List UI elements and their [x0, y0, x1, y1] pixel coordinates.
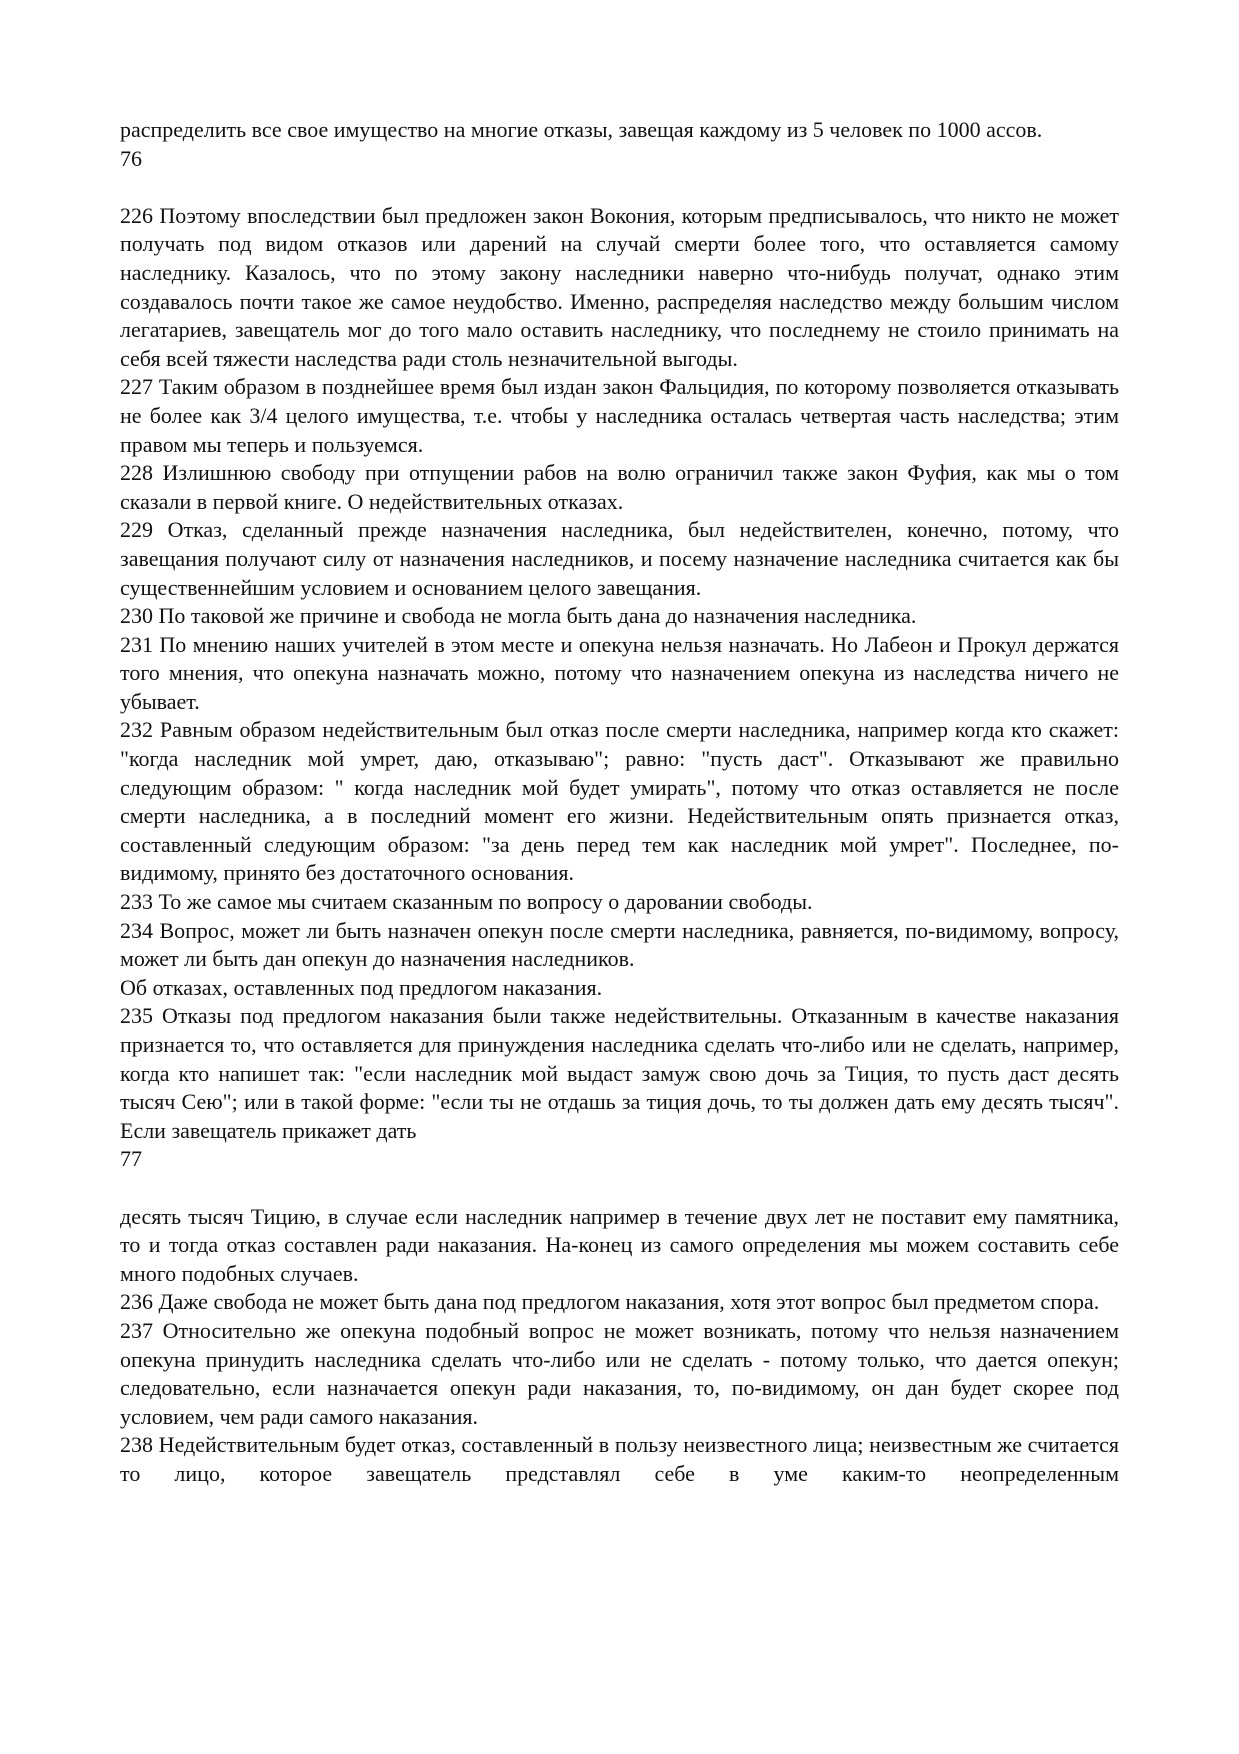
page-break-gap — [120, 1174, 1119, 1203]
paragraph-228: 228 Излишнюю свободу при отпущении рабов на волю ограничил также закон Фуфия, как мы о том сказали в первой книге. О недействительных отказах. — [120, 460, 1119, 514]
paragraph-237: 237 Относительно же опекуна подобный вопрос не может возникать, потому что нельзя назначением опекуна принудить наследника сделать что-либо или не сделать - потому только, что дается опекун; следовательно, если назначается опекун ради наказания, то, по-видимому, он дан будет скорее под условием, чем ради самого наказания. — [120, 1317, 1119, 1429]
section-heading: Об отказах, оставленных под предлогом наказания. — [120, 974, 603, 1000]
paragraph-235: 235 Отказы под предлогом наказания были также недействительны. Отказанным в качестве наказания признается то, что оставляется для принуждения наследника сделать что-либо или не сделать, например, когда кто напишет так: "если наследник мой выдаст замуж свою дочь за Тиция, то пусть даст десять тысяч Сею"; или в такой форме: "если ты не отдашь за тиция дочь, то ты должен дать ему десять тысяч". Если завещатель прикажет дать — [120, 1003, 1119, 1143]
paragraph-227: 227 Таким образом в позднейшее время был издан закон Фальцидия, по которому позволяется отказывать не более как 3/4 целого имущества, т.е. чтобы у наследника осталась четвертая часть наследства; этим правом мы теперь и пользуемся. — [120, 374, 1119, 457]
paragraph-continuation: десять тысяч Тицию, в случае если наследник например в течение двух лет не поставит ему памятника, то и тогда отказ составлен ради наказания. На-конец из самого определения мы можем составить себе много подобных случаев. — [120, 1203, 1119, 1286]
paragraph-236: 236 Даже свобода не может быть дана под предлогом наказания, хотя этот вопрос был предметом спора. — [120, 1289, 1100, 1315]
paragraph-230: 230 По таковой же причине и свобода не могла быть дана до назначения наследника. — [120, 603, 917, 629]
page-number: 77 — [120, 1146, 142, 1172]
page-number: 76 — [120, 145, 142, 171]
page-break-gap — [120, 173, 1119, 202]
document-page — [120, 116, 1119, 1489]
paragraph-234: 234 Вопрос, может ли быть назначен опекун после смерти наследника, равняется, по-видимому, вопросу, может ли быть дан опекун до назначения наследников. — [120, 917, 1119, 972]
paragraph-233: 233 То же самое мы считаем сказанным по вопросу о даровании свободы. — [120, 889, 813, 915]
paragraph-232: 232 Равным образом недействительным был отказ после смерти наследника, например когда кто скажет: "когда наследник мой умрет, даю, отказываю"; равно: "пусть даст". Отказывают же правильно следующим образом: " когда наследник мой будет умирать", потому что отказ оставляется не после смерти наследника, а в последний момент его жизни. Недействительным опять признается отказ, составленный следующим образом: "за день перед тем как наследник мой умрет". Последнее, по-видимому, принято без достаточного основания. — [120, 717, 1119, 886]
paragraph-229: 229 Отказ, сделанный прежде назначения наследника, был недействителен, конечно, потому, что завещания получают силу от назначения наследников, и посему назначение наследника считается как бы существеннейшим условием и основанием целого завещания. — [120, 517, 1119, 600]
paragraph-238: 238 Недействительным будет отказ, составленный в пользу неизвестного лица; неизвестным же считается то лицо, которое завещатель представлял себе в уме каким-то неопределенным — [120, 1432, 1119, 1486]
paragraph-continuation: распределить все свое имущество на многие отказы, завещая каждому из 5 человек по 1000 ассов. — [120, 117, 1043, 142]
paragraph-231: 231 По мнению наших учителей в этом месте и опекуна нельзя назначать. Но Лабеон и Прокул держатся того мнения, что опекуна назначать можно, потому что назначением опекуна из наследства ничего не убывает. — [120, 631, 1119, 714]
paragraph-226: 226 Поэтому впоследствии был предложен закон Вокония, которым предписывалось, что никто не может получать под видом отказов или дарений на случай смерти более того, что оставляется самому наследнику. Казалось, что по этому закону наследники наверно что-нибудь получат, однако этим создавалось почти такое же самое неудобство. Именно, распределяя наследство между большим числом легатариев, завещатель мог до того мало оставить наследнику, что последнему не стоило принимать на себя всей тяжести наследства ради столь незначительной выгоды. — [120, 202, 1119, 371]
